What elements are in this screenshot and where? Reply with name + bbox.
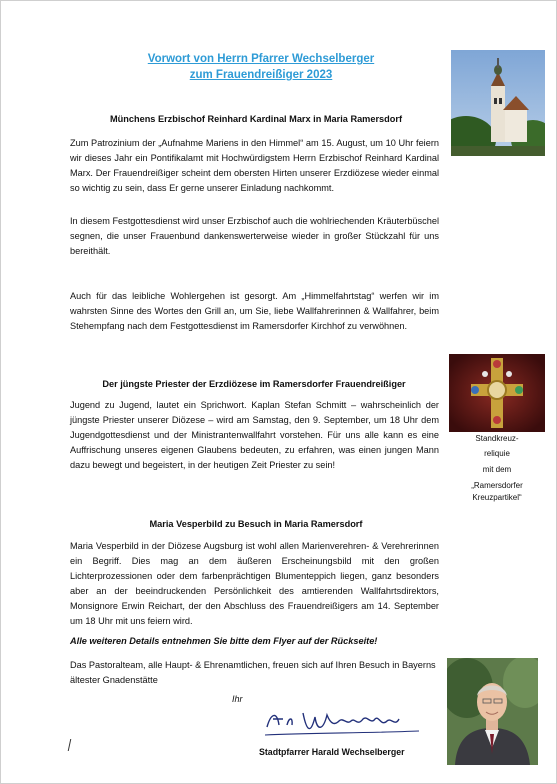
signature-name: Stadtpfarrer Harald Wechselberger [259, 747, 405, 757]
section-2-paragraph-1: Jugend zu Jugend, lautet ein Sprichwort. Kaplan Stefan Schmitt – wahrscheinlich der jüngste Priester unserer Diözese – wird am Samstag, den 9. September, um 18 Uhr dem Jugendgottesdienst und der Ministrantenwallfahrt vorstehen. Für uns alle kann es eine Auffrischung unseres eigenen Glaubens bedeuten, zu erfahren, was einen jungen Mann dazu bewegt und begeistert, in der heutigen Zeit Priester zu sein! [70, 400, 439, 470]
title-line-1: Vorwort von Herrn Pfarrer Wechselberger [147, 53, 375, 65]
church-photo [451, 50, 545, 156]
cross-caption-line-4: „Ramersdorfer [471, 481, 523, 490]
section-1-heading: Münchens Erzbischof Reinhard Kardinal Marx in Maria Ramersdorf [109, 114, 403, 124]
ihr-label: Ihr [232, 694, 243, 704]
section-1-paragraph-2: In diesem Festgottesdienst wird unser Erzbischof auch die wohlriechenden Kräuterbüschel segnen, die unser Frauenbund dankenswerterweise wieder in großer Stückzahl für uns bereithält. [70, 216, 439, 256]
flyer-note: Alle weiteren Details entnehmen Sie bitte dem Flyer auf der Rückseite! [70, 636, 378, 646]
cross-caption-line-3: mit dem [482, 465, 512, 474]
cross-caption-line-2: reliquie [484, 449, 510, 458]
priest-portrait-photo [447, 658, 538, 765]
section-3-paragraph-1: Maria Vesperbild in der Diözese Augsburg ist wohl allen Marienverehren- & Verehrerinnen ein Begriff. Dies mag an dem äußeren Erscheinungsbild mit den großen Lichterprozessionen oder dem farbenprächtigen Blumenteppich liegen, ganz besonders aber an der beeindruckenden Persönlichkeit des amtierenden Wallfahrtsdirektors, Monsignore Erwin Reichart, der den Abschluss des Frauendreißigers am 14. September um 18 Uhr mit uns feiern wird. [70, 541, 439, 626]
handwritten-signature [259, 703, 424, 739]
cross-caption-line-5: Kreuzpartikel“ [472, 493, 522, 502]
section-3-heading: Maria Vesperbild zu Besuch in Maria Ramersdorf [149, 519, 363, 529]
closing-text: Das Pastoralteam, alle Haupt- & Ehrenamtlichen, freuen sich auf Ihren Besuch in Bayerns ältester Gnadenstätte [70, 660, 436, 685]
title-line-2: zum Frauendreißiger 2023 [189, 69, 333, 81]
section-2-heading: Der jüngste Priester der Erzdiözese im Ramersdorfer Frauendreißiger [102, 379, 406, 389]
stray-mark [68, 739, 72, 751]
section-1-paragraph-1: Zum Patrozinium der „Aufnahme Mariens in den Himmel“ am 15. August, um 10 Uhr feiern wir dieses Jahr ein Pontifikalamt mit Hochwürdigstem Herrn Erzbischof Reinhard Kardinal Marx. Der Frauendreißiger scheint dem obersten Hirten unserer Erzdiözese wieder einmal so wichtig zu sein, dass Er gerne unserer Einladung nachkommt. [70, 138, 439, 193]
cross-caption-line-1: Standkreuz- [475, 434, 519, 443]
section-1-paragraph-3: Auch für das leibliche Wohlergehen ist gesorgt. Am „Himmelfahrtstag“ werfen wir im wahrsten Sinne des Wortes den Grill an, um Sie, liebe Wallfahrerinnen & Wallfahrer, beim Stehempfang nach dem Festgottesdienst im Ramersdorfer Kirchhof zu verwöhnen. [70, 291, 439, 331]
cross-reliquary-photo [449, 354, 545, 432]
cross-caption [457, 433, 537, 504]
page-title [111, 51, 411, 83]
